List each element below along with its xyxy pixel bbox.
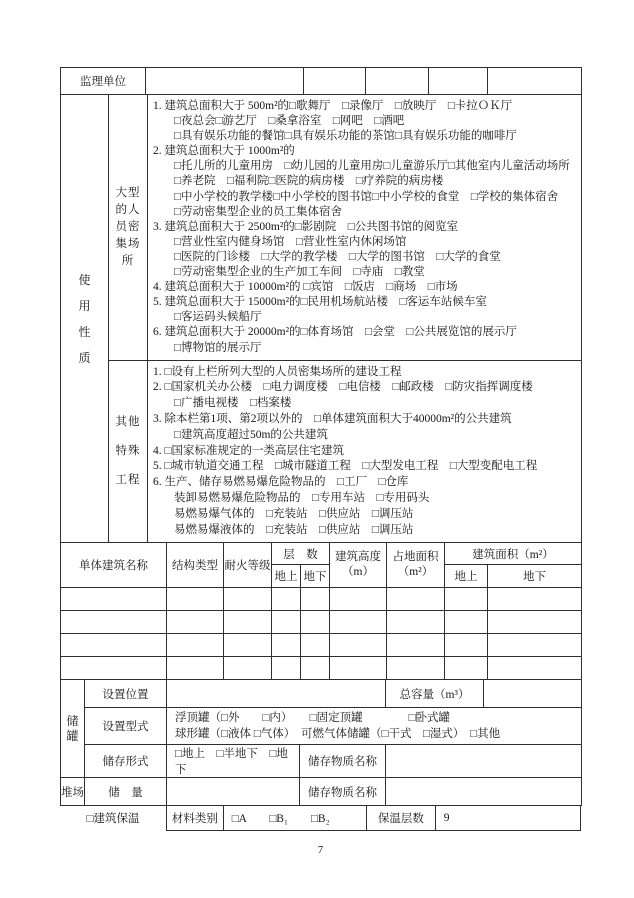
table-row <box>61 611 582 634</box>
header-floor-area: 建筑面积（m²） <box>445 543 582 565</box>
yard-quantity-label: 储 量 <box>85 778 167 806</box>
supervision-unit-label: 监理单位 <box>61 68 146 95</box>
header-fire-rating: 耐火等级 <box>224 543 272 588</box>
building-cell[interactable] <box>224 611 272 634</box>
venue-line[interactable]: □夜总会□游艺厅 □桑拿浴室 □网吧 □酒吧 <box>174 115 405 128</box>
large-assembly-label-cell <box>109 95 148 361</box>
venue-line[interactable]: 6. 建筑总面积大于 20000m²的□体育场馆 □会堂 □公共展览馆的展示厅 <box>153 326 517 339</box>
building-cell[interactable] <box>301 611 330 634</box>
building-cell[interactable] <box>488 634 582 657</box>
venue-line[interactable]: 4. 建筑总面积大于 10000m²的 □宾馆 □饭店 □商场 □市场 <box>153 281 458 294</box>
table-row <box>61 588 582 611</box>
tank-storage-form-label: 储存形式 <box>85 745 167 778</box>
building-cell[interactable] <box>330 634 387 657</box>
tank-material-value[interactable] <box>386 745 582 778</box>
supervision-cell-4[interactable] <box>429 68 488 95</box>
large-assembly-label: 大型的人员密集场所 <box>115 186 141 267</box>
tank-type-label: 设置型式 <box>85 708 167 745</box>
header-building-name: 单体建筑名称 <box>61 543 167 588</box>
special-project-line[interactable]: 装卸易燃易爆危险物品的 □专用车站 □专用码头 <box>174 491 430 504</box>
special-project-line[interactable]: 2. □国家机关办公楼 □电力调度楼 □电信楼 □邮政楼 □防灾指挥调度楼 <box>153 381 533 394</box>
building-table <box>60 542 582 680</box>
insulation-checkbox[interactable]: □建筑保温 <box>86 813 140 826</box>
building-cell[interactable] <box>387 588 445 611</box>
special-project-line[interactable]: 易燃易爆气体的 □充装站 □供应站 □调压站 <box>174 507 414 520</box>
special-project-line[interactable]: □建筑高度超过50m的公共建筑 <box>174 428 328 441</box>
special-project-line[interactable]: 3. 除本栏第1项、第2项以外的 □单体建筑面积大于40000m²的公共建筑 <box>153 412 512 425</box>
tank-yard-table <box>60 679 582 806</box>
building-cell[interactable] <box>445 611 488 634</box>
page-number: 7 <box>317 845 324 856</box>
supervision-table <box>60 67 582 95</box>
header-building-height-unit: （m） <box>342 566 374 579</box>
usage-nature-label: 使用性质 <box>78 272 91 365</box>
header-area-below: 地下 <box>488 565 582 588</box>
usage-nature-table <box>60 94 582 543</box>
yard-material-value[interactable] <box>386 778 582 806</box>
header-footprint-area-unit: （m²） <box>397 566 434 579</box>
table-row <box>61 657 582 680</box>
supervision-cell-2[interactable] <box>304 68 366 95</box>
supervision-value-cell[interactable] <box>146 68 304 95</box>
insulation-material-label: 材料类别 <box>167 806 224 830</box>
building-cell[interactable] <box>445 588 488 611</box>
venue-line[interactable]: □劳动密集型企业的生产加工车间 □寺庙 □教堂 <box>174 266 425 279</box>
header-footprint-area <box>387 543 445 588</box>
tank-location-label: 设置位置 <box>85 680 167 708</box>
insulation-material-options[interactable]: □A □B₁ □B₂ <box>224 806 367 830</box>
building-cell[interactable] <box>488 657 582 680</box>
large-assembly-content <box>148 95 582 361</box>
special-project-line[interactable]: 易燃易爆液体的 □充装站 □供应站 □调压站 <box>174 523 414 536</box>
building-cell[interactable] <box>224 634 272 657</box>
building-cell[interactable] <box>330 611 387 634</box>
venue-line[interactable]: □养老院 □福利院□医院的病房楼 □疗养院的病房楼 <box>174 175 444 188</box>
special-project-line[interactable]: 4. □国家标准规定的一类高层住宅建筑 <box>153 444 344 457</box>
building-cell[interactable] <box>61 634 167 657</box>
header-area-above: 地上 <box>445 565 488 588</box>
tank-material-label: 储存物质名称 <box>300 745 386 778</box>
building-cell[interactable] <box>301 657 330 680</box>
building-cell[interactable] <box>445 657 488 680</box>
venue-line[interactable]: □具有娱乐功能的餐馆□具有娱乐功能的茶馆□具有娱乐功能的咖啡厅 <box>174 130 517 143</box>
insulation-row <box>60 805 581 831</box>
header-structure-type: 结构类型 <box>167 543 224 588</box>
special-project-line[interactable]: 6. 生产、储存易燃易爆危险物品的 □工厂 □仓库 <box>153 476 409 489</box>
tank-capacity-label: 总容量（m³） <box>386 680 484 708</box>
building-cell[interactable] <box>61 588 167 611</box>
building-cell[interactable] <box>61 611 167 634</box>
building-cell[interactable] <box>330 588 387 611</box>
building-cell[interactable] <box>301 588 330 611</box>
building-cell[interactable] <box>387 657 445 680</box>
header-floors-above: 地上 <box>272 565 301 588</box>
insulation-layers-label: 保温层数 <box>367 806 436 830</box>
special-project-content <box>148 360 582 543</box>
tank-section-label: 储罐 <box>61 680 85 778</box>
building-cell[interactable] <box>167 657 224 680</box>
venue-line[interactable]: 1. 建筑总面积大于 500m²的□歌舞厅 □录像厅 □放映厅 □卡拉ＯＫ厅 <box>153 100 513 112</box>
header-floors-below: 地下 <box>301 565 330 588</box>
yard-label: 堆场 <box>61 778 85 806</box>
building-cell[interactable] <box>330 657 387 680</box>
venue-line[interactable]: □客运码头候船厅 <box>174 311 262 324</box>
venue-line[interactable]: 5. 建筑总面积大于 15000m²的□民用机场航站楼 □客运车站候车室 <box>153 296 487 309</box>
venue-line[interactable]: 2. 建筑总面积大于 1000m²的 <box>153 145 295 158</box>
tank-storage-form-options[interactable]: □地上 □半地下 □地下 <box>167 745 300 778</box>
supervision-cell-3[interactable] <box>366 68 429 95</box>
building-cell[interactable] <box>167 588 224 611</box>
venue-line[interactable]: □营业性室内健身场馆 □营业性室内休闲场馆 <box>174 235 407 248</box>
building-cell[interactable] <box>272 611 301 634</box>
header-footprint-area-text: 占地面积 <box>392 551 439 564</box>
header-floors: 层 数 <box>272 543 330 565</box>
building-cell[interactable] <box>387 611 445 634</box>
building-cell[interactable] <box>488 611 582 634</box>
supervision-cell-5[interactable] <box>488 68 582 95</box>
yard-quantity-value[interactable] <box>167 778 300 806</box>
building-cell[interactable] <box>445 634 488 657</box>
venue-line[interactable]: □劳动密集型企业的员工集体宿舍 <box>174 205 342 218</box>
venue-line[interactable]: □医院的门诊楼 □大学的教学楼 □大学的图书馆 □大学的食堂 <box>174 250 501 263</box>
building-cell[interactable] <box>61 657 167 680</box>
building-cell[interactable] <box>387 634 445 657</box>
tank-type-line-1[interactable]: 浮顶罐（□外 □内） □固定顶罐 □卧式罐 <box>175 712 451 725</box>
building-cell[interactable] <box>167 634 224 657</box>
building-cell[interactable] <box>167 611 224 634</box>
building-cell[interactable] <box>272 657 301 680</box>
tank-type-options-cell <box>167 708 582 745</box>
venue-line[interactable]: □中小学校的教学楼□中小学校的图书馆□中小学校的食堂 □学校的集体宿舍 <box>174 190 559 203</box>
header-building-height <box>330 543 387 588</box>
venue-line[interactable]: □托儿所的儿童用房 □幼儿园的儿童用房□儿童游乐厅□其他室内儿童活动场所 <box>174 160 570 173</box>
header-building-height-text: 建筑高度 <box>335 551 381 564</box>
venue-line[interactable]: □博物馆的展示厅 <box>174 341 262 354</box>
table-row <box>61 634 582 657</box>
tank-type-line-2[interactable]: 球形罐（□液体 □气体） 可燃气体储罐（□干式 □湿式） □其他 <box>175 728 501 741</box>
special-project-line[interactable]: □广播电视楼 □档案楼 <box>174 397 292 410</box>
building-cell[interactable] <box>488 588 582 611</box>
building-cell[interactable] <box>301 634 330 657</box>
building-cell[interactable] <box>224 657 272 680</box>
special-project-line[interactable]: 5. □城市轨道交通工程 □城市隧道工程 □大型发电工程 □大型变配电工程 <box>153 460 538 473</box>
special-project-label-cell <box>109 360 148 543</box>
tank-capacity-value[interactable] <box>484 680 582 708</box>
building-cell[interactable] <box>272 588 301 611</box>
yard-material-label: 储存物质名称 <box>300 778 386 806</box>
usage-nature-label-cell <box>61 95 109 543</box>
building-cell[interactable] <box>272 634 301 657</box>
special-project-line[interactable]: 1. □设有上栏所列大型的人员密集场所的建设工程 <box>153 365 402 378</box>
building-cell[interactable] <box>224 588 272 611</box>
insulation-layers-value[interactable]: 9 <box>443 812 450 825</box>
venue-line[interactable]: 3. 建筑总面积大于 2500m²的□影剧院 □公共图书馆的阅览室 <box>153 220 459 233</box>
form-page <box>60 68 581 831</box>
special-project-label: 其他特殊工程 <box>115 415 141 486</box>
tank-location-value[interactable] <box>167 680 386 708</box>
